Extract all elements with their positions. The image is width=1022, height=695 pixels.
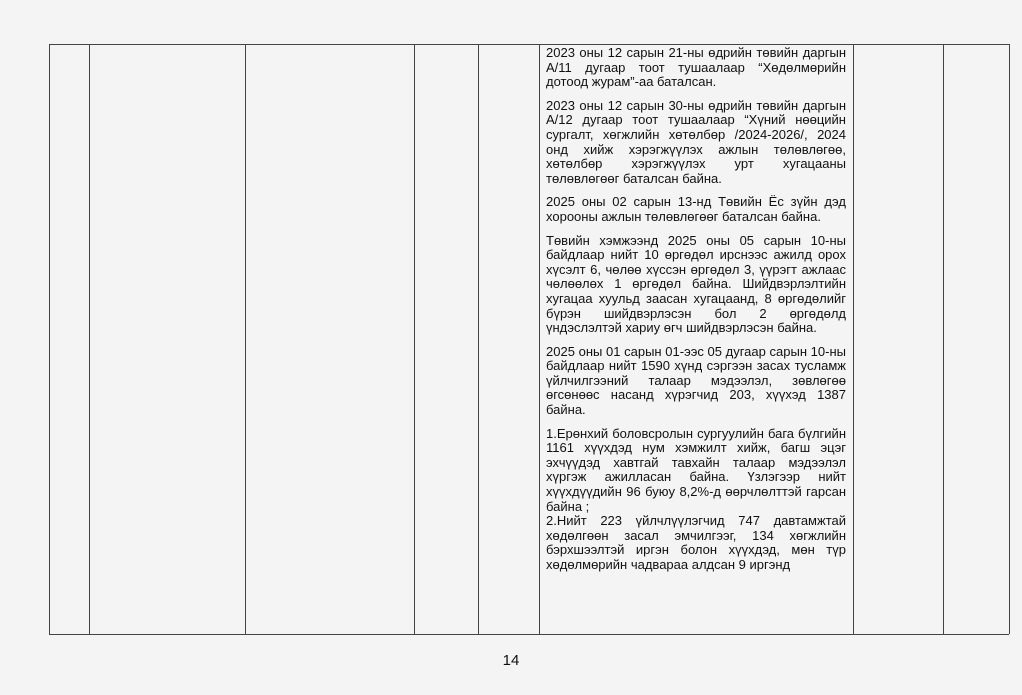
paragraph: 2025 оны 01 сарын 01-ээс 05 дугаар сарын 10-ны байдлаар нийт 1590 хүнд сэргээн засах тусламж үйлчилгээний талаар мэдээлэл, зөвлөгөө өгсөнөөс насанд хүрэгчид 203, хүүхэд 1387 байна. [546, 343, 846, 418]
paragraph: 2023 оны 12 сарын 30-ны өдрийн төвийн даргын А/12 дугаар тоот тушаалаар “Хүний нөөцийн сургалт, хөгжлийн хөтөлбөр /2024-2026/, 2024 онд хийж хэрэгжүүлэх ажлын төлөвлөгөө, хөтөлбөр хэрэгжүүлэх урт хугацааны төлөвлөгөөг баталсан байна. [546, 97, 846, 186]
table-column-border [853, 44, 854, 634]
table-column-border [414, 44, 415, 634]
table-column-border [478, 44, 479, 634]
table-column-border [49, 44, 50, 634]
paragraph: 1.Ерөнхий боловсролын сургуулийн бага бүлгийн 1161 хүүхдэд нум хэмжилт хийж, багш эцэг эхчүүдэд хавтгай тавхайн талаар мэдээлэл хүргэж ажилласан байна. Үзлэгээр нийт хүүхдүүдийн 96 буюу 8,2%-д өөрчлөлттэй гарсан байна ; [546, 425, 846, 514]
page-number: 14 [502, 652, 520, 669]
paragraph: Төвийн хэмжээнд 2025 оны 05 сарын 10-ны байдлаар нийт 10 өргөдөл ирснээс ажилд орох хүсэлт 6, чөлөө хүссэн өргөдөл 3, үүрэгт ажлаас чөлөөлөх 1 өргөдөл байна. Шийдвэрлэлтийн хугацаа хуульд заасан хугацаанд, 8 өргөдөлийг бүрэн шийдвэрлэсэн бол 2 өргөдөлд үндэслэлтэй хариу өгч шийдвэрлэсэн байна. [546, 232, 846, 336]
paragraph: 2025 оны 02 сарын 13-нд Төвийн Ёс зүйн дэд хорооны ажлын төлөвлөгөөг баталсан байна. [546, 194, 846, 224]
table-column-border [89, 44, 90, 634]
table-bottom-border [49, 634, 1009, 635]
table-cell-text [546, 46, 846, 573]
table-column-border [539, 44, 540, 634]
table-column-border [245, 44, 246, 634]
table-column-border [1009, 44, 1010, 634]
paragraph: 2.Нийт 223 үйлчлүүлэгчид 747 давтамжтай хөдөлгөөн засал эмчилгээг, 134 хөгжлийн бэрхшээлтэй иргэн болон хүүхдэд, мөн түр хөдөлмөрийн чадвараа алдсан 9 иргэнд [546, 513, 846, 572]
paragraph: 2023 оны 12 сарын 21-ны өдрийн төвийн даргын А/11 дугаар тоот тушаалаар “Хөдөлмөрийн дотоод журам”-аа баталсан. [546, 45, 846, 90]
table-top-border [49, 44, 1009, 45]
table-column-border [943, 44, 944, 634]
